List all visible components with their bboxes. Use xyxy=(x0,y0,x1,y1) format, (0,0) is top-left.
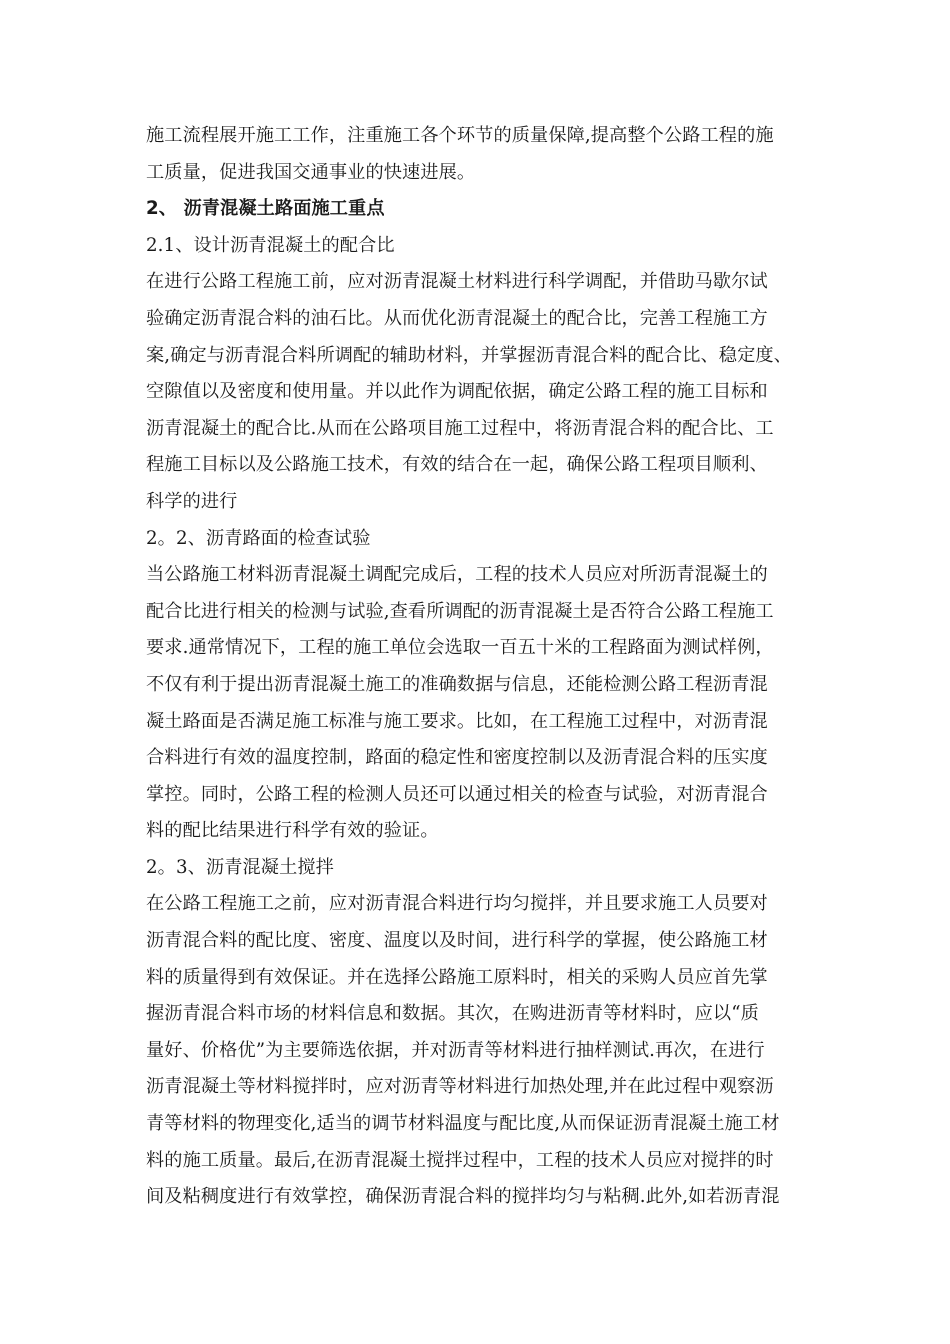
subsection-heading: 2。2、沥青路面的检查试验 xyxy=(146,527,371,549)
text-line: 不仅有利于提出沥青混凝土施工的准确数据与信息，还能检测公路工程沥青混 xyxy=(146,673,768,695)
text-line: 施工流程展开施工工作，注重施工各个环节的质量保障,提高整个公路工程的施 xyxy=(146,125,774,146)
subsection-heading: 2。3、沥青混凝土搅拌 xyxy=(146,856,334,878)
text-line: 合料进行有效的温度控制，路面的稳定性和密度控制以及沥青混合料的压实度 xyxy=(146,747,768,769)
text-line: 在公路工程施工之前，应对沥青混合料进行均匀搅拌，并且要求施工人员要对 xyxy=(146,893,768,915)
text-line: 料的质量得到有效保证。并在选择公路施工原料时，相关的采购人员应首先掌 xyxy=(146,966,768,988)
text-line: 验确定沥青混合料的油石比。从而优化沥青混凝土的配合比，完善工程施工方 xyxy=(146,307,768,329)
text-line: 工质量，促进我国交通事业的快速进展。 xyxy=(146,161,476,183)
text-line: 料的配比结果进行科学有效的验证。 xyxy=(146,820,439,842)
text-line: 间及粘稠度进行有效掌控，确保沥青混合料的搅拌均匀与粘稠.此外,如若沥青混 xyxy=(146,1186,780,1208)
text-line: 在进行公路工程施工前，应对沥青混凝土材料进行科学调配，并借助马歇尔试 xyxy=(146,271,768,293)
text-line: 沥青混凝土等材料搅拌时，应对沥青等材料进行加热处理,并在此过程中观察沥 xyxy=(146,1076,774,1098)
text-line: 案,确定与沥青混合料所调配的辅助材料，并掌握沥青混合料的配合比、稳定度、 xyxy=(146,344,792,366)
text-line: 配合比进行相关的检测与试验,查看所调配的沥青混凝土是否符合公路工程施工 xyxy=(146,600,774,622)
text-line: 沥青混凝土的配合比.从而在公路项目施工过程中，将沥青混合料的配合比、工 xyxy=(146,417,774,439)
text-line: 凝土路面是否满足施工标准与施工要求。比如，在工程施工过程中，对沥青混 xyxy=(146,710,768,732)
text-line: 量好、价格优”为主要筛选依据，并对沥青等材料进行抽样测试.再次，在进行 xyxy=(146,1039,765,1061)
text-line: 要求.通常情况下，工程的施工单位会选取一百五十米的工程路面为测试样例， xyxy=(146,637,774,659)
text-line: 空隙值以及密度和使用量。并以此作为调配依据，确定公路工程的施工目标和 xyxy=(146,381,768,403)
text-line: 沥青混合料的配比度、密度、温度以及时间，进行科学的掌握，使公路施工材 xyxy=(146,930,768,952)
text-line: 掌控。同时，公路工程的检测人员还可以通过相关的检查与试验，对沥青混合 xyxy=(146,783,768,805)
subsection-heading: 2.1、设计沥青混凝土的配合比 xyxy=(146,234,395,256)
document-page xyxy=(146,118,811,1216)
section-heading: 2、 沥青混凝土路面施工重点 xyxy=(146,198,385,220)
text-line: 握沥青混合料市场的材料信息和数据。其次，在购进沥青等材料时，应以“质 xyxy=(146,1003,759,1025)
text-line: 当公路施工材料沥青混凝土调配完成后，工程的技术人员应对所沥青混凝土的 xyxy=(146,564,768,586)
text-line: 科学的进行 xyxy=(146,490,238,512)
text-line: 青等材料的物理变化,适当的调节材料温度与配比度,从而保证沥青混凝土施工材 xyxy=(146,1113,780,1135)
text-line: 料的施工质量。最后,在沥青混凝土搅拌过程中，工程的技术人员应对搅拌的时 xyxy=(146,1149,774,1171)
text-line: 程施工目标以及公路施工技术，有效的结合在一起，确保公路工程项目顺利、 xyxy=(146,454,768,476)
